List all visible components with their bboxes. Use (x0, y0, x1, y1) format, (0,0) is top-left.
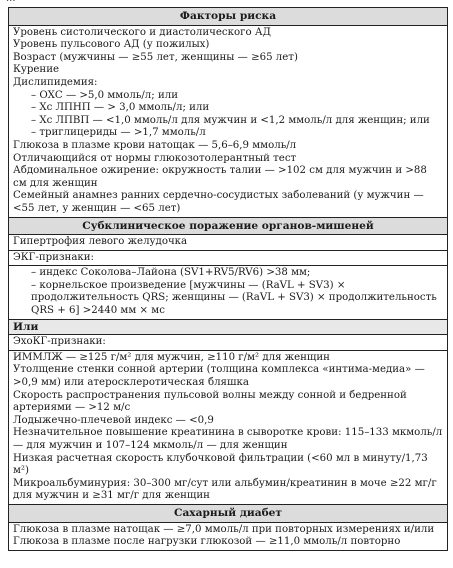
diabetes-line: Глюкоза в плазме после нагрузки глюкозой — ≥11,0 ммоль/л повторно (13, 536, 401, 548)
risk-line: Уровень систолического и диастолического АД (13, 26, 271, 38)
target-organ-line: ИММЛЖ — ≥125 г/м² для мужчин, ≥110 г/м² для женщин (13, 351, 330, 363)
target-organ-line: Лодыжечно-плечевой индекс — <0,9 (13, 414, 214, 426)
risk-line: Дислипидемия: (13, 76, 98, 88)
target-organ-line: Скорость распространения пульсовой волны между сонной и бедренной артериями — >12 м/с (13, 389, 407, 414)
target-organ-line: Микроальбуминурия: 30–300 мг/сут или альбумин/креатинин в моче ≥22 мг/г для мужчин и ≥31 мг/г для женщин (13, 477, 437, 502)
target-organ-line: Утолщение стенки сонной артерии (толщина комплекса «интима-медиа» — >0,9 мм) или атеросклеротическая бляшка (13, 364, 425, 389)
diabetes-header: Сахарный диабет (9, 504, 448, 522)
or-label-cell: Или (9, 319, 448, 335)
risk-line: Отличающийся от нормы глюкозотолерантный тест (13, 152, 297, 164)
risk-factors-table (8, 7, 448, 551)
ecg-items-cell (9, 266, 448, 319)
risk-factors-header: Факторы риска (9, 8, 448, 26)
dyslipidemia-item: – Хс ЛПНП — > 3,0 ммоль/л; или (31, 102, 210, 114)
risk-factors-cell (9, 25, 448, 217)
risk-line: Абдоминальное ожирение: окружность талии — >102 см для мужчин и >88 см для женщин (13, 165, 427, 189)
echo-label-cell: ЭхоКГ-признаки: (9, 335, 448, 351)
diabetes-cell (9, 522, 448, 550)
diabetes-line: Глюкоза в плазме натощак — ≥7,0 ммоль/л при повторных измерениях и/или (13, 523, 435, 535)
dyslipidemia-item: – Хс ЛПВП — <1,0 ммоль/л для мужчин и <1,2 ммоль/л для женщин; или (31, 114, 430, 126)
risk-line: Уровень пульсового АД (у пожилых) (13, 39, 210, 51)
risk-line: Семейный анамнез ранних сердечно-сосудистых заболеваний (у мужчин — <55 лет, у женщин — <65 лет) (13, 190, 424, 214)
lvh-cell: Гипертрофия левого желудочка (9, 235, 448, 251)
ecg-item: – корнельское произведение [мужчины — (RaVL + SV3) × продолжительность QRS; женщины — (RaVL + SV3) × продолжительность QRS + 6] >2440 мм × мс (31, 279, 437, 317)
target-organ-line: Незначительное повышение креатинина в сыворотке крови: 115–133 мкмоль/л — для мужчин и 107–124 мкмоль/л — для женщин (13, 427, 443, 451)
target-organs-header: Субклиническое поражение органов-мишеней (9, 217, 448, 235)
ecg-item: – индекс Соколова–Лайона (SV1+RV5/RV6) >38 мм; (31, 267, 311, 279)
target-organ-line: Низкая расчетная скорость клубочковой фильтрации (<60 мл в минуту/1,73 м²) (13, 452, 428, 477)
risk-line: Возраст (мужчины — ≥55 лет, женщины — ≥65 лет) (13, 51, 298, 63)
risk-line: Курение (13, 64, 60, 76)
dyslipidemia-item: – ОХС — >5,0 ммоль/л; или (31, 89, 178, 101)
dyslipidemia-item: – триглицериды — >1,7 ммоль/л (31, 127, 206, 139)
target-organs-cell (9, 350, 448, 504)
ecg-label-cell: ЭКГ-признаки: (9, 250, 448, 266)
risk-line: Глюкоза в плазме крови натощак — 5,6–6,9 ммоль/л (13, 139, 297, 151)
top-cut-text (6, 0, 16, 5)
